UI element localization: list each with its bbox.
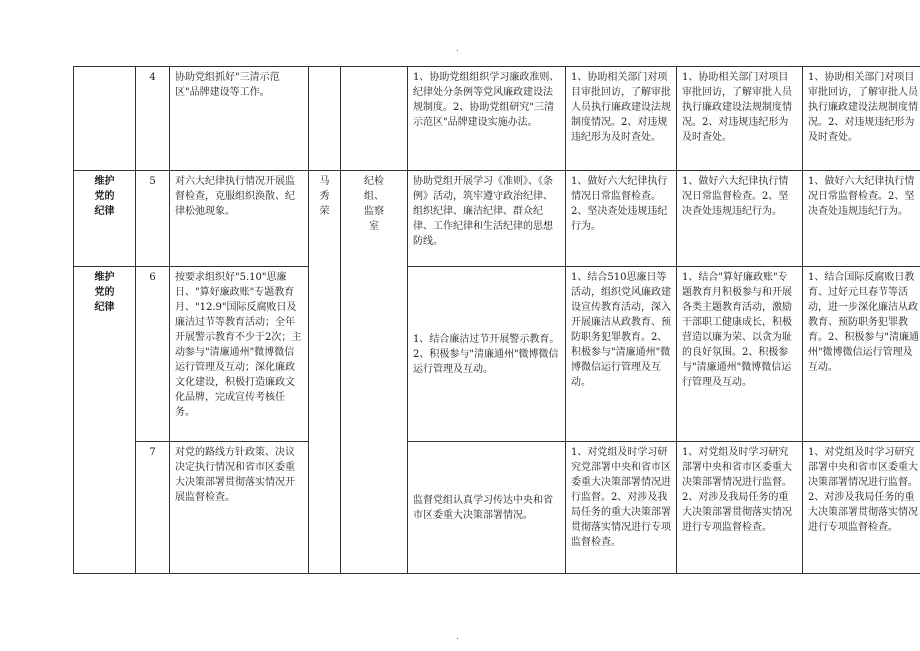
row-number: 7 [136,442,170,574]
q2-cell: 1、结合"算好廉政账"专题教育月积极参与和开展各类主题教育活动，激励干部职工健康成长，积极营造以廉为荣、以贪为耻的良好氛围。2、积极参与"清廉通州"微博微信运行管理及互动。 [677,267,803,442]
q3-cell: 1、协助相关部门对项目审批回访，了解审批人员执行廉政建设法规制度情况。2、对违规违纪形为及时查处。 [803,67,920,171]
q2-cell: 1、协助相关部门对项目审批回访，了解审批人员执行廉政建设法规制度情况。2、对违规违纪形为及时查处。 [677,67,803,171]
table-row [74,267,920,442]
measure-cell: 协助党组开展学习《准则》、《条例》活动，筑牢遵守政治纪律、组织纪律、廉洁纪律、群众纪律、工作纪律和生活纪律的思想防线。 [408,171,566,267]
q3-cell: 1、对党组及时学习研究部署中央和省市区委重大决策部署情况进行监督。2、对涉及我局任务的重大决策部署贯彻落实情况进行专项监督检查。 [803,442,920,574]
measure-cell: 监督党组认真学习传达中央和省市区委重大决策部署情况。 [408,442,566,574]
table-row [74,171,920,267]
row-number: 6 [136,267,170,442]
task-cell: 对党的路线方针政策、决议决定执行情况和省市区委重大决策部署贯彻落实情况开展监督检查。 [170,442,309,574]
q3-cell: 1、做好六大纪律执行情况日常监督检查。2、坚决查处违规违纪行为。 [803,171,920,267]
category-cell [74,67,136,171]
task-cell: 协助党组抓好"三清示范区"品牌建设等工作。 [170,67,309,171]
task-cell: 按要求组织好"5.10"思廉日、"算好廉政账"专题教育月、"12.9"国际反腐败日及廉洁过节等教育活动；全年开展警示教育不少于2次；主动参与"清廉通州"微博微信运行管理及互动；深化廉政文化建设，积极打造廉政文化品牌，完成宣传考核任务。 [170,267,309,442]
task-cell: 对六大纪律执行情况开展监督检查，克服组织涣散、纪律松弛现象。 [170,171,309,267]
page-bottom-dot: . [456,632,459,642]
q1-cell: 1、协助相关部门对项目审批回访，了解审批人员执行廉政建设法规制度情况。2、对违规违纪形为及时查处。 [566,67,677,171]
unit-cell-top [341,67,408,171]
leader-cell: 马 秀 荣 [309,171,341,574]
measure-cell: 1、结合廉洁过节开展警示教育。2、积极参与"清廉通州"微博微信运行管理及互动。 [408,267,566,442]
q1-cell: 1、结合510思廉日等活动，组织党风廉政建设宣传教育活动，深入开展廉洁从政教育、预防职务犯罪教育。2、积极参与"清廉通州"微博微信运行管理及互动。 [566,267,677,442]
category-cell: 维护 党的 纪律 [74,267,136,574]
leader-cell-top [309,67,341,171]
q2-cell: 1、做好六大纪律执行情况日常监督检查。2、坚决查处违规违纪行为。 [677,171,803,267]
responsibility-table [73,66,920,574]
category-cell: 维护 党的 纪律 [74,171,136,267]
row-number: 4 [136,67,170,171]
page-top-dot: . [456,44,459,54]
q1-cell: 1、做好六大纪律执行情况日常监督检查。2、坚决查处违规违纪行为。 [566,171,677,267]
table-row [74,67,920,171]
q1-cell: 1、对党组及时学习研究党部署中央和省市区委重大决策部署情况进行监督。2、对涉及我局任务的重大决策部署贯彻落实情况进行专项监督检查。 [566,442,677,574]
table-row [74,442,920,574]
q2-cell: 1、对党组及时学习研究部署中央和省市区委重大决策部署情况进行监督。2、对涉及我局任务的重大决策部署贯彻落实情况进行专项监督检查。 [677,442,803,574]
measure-cell: 1、协助党组组织学习廉政准则、纪律处分条例等党风廉政建设法规制度。2、协助党组研究"三清示范区"品牌建设实施办法。 [408,67,566,171]
unit-cell: 纪检 组、 监察 室 [341,171,408,574]
row-number: 5 [136,171,170,267]
q3-cell: 1、结合国际反腐败日教育、过好元旦春节等活动，进一步深化廉洁从政教育、预防职务犯罪教育。2、积极参与"清廉通州"微博微信运行管理及互动。 [803,267,920,442]
